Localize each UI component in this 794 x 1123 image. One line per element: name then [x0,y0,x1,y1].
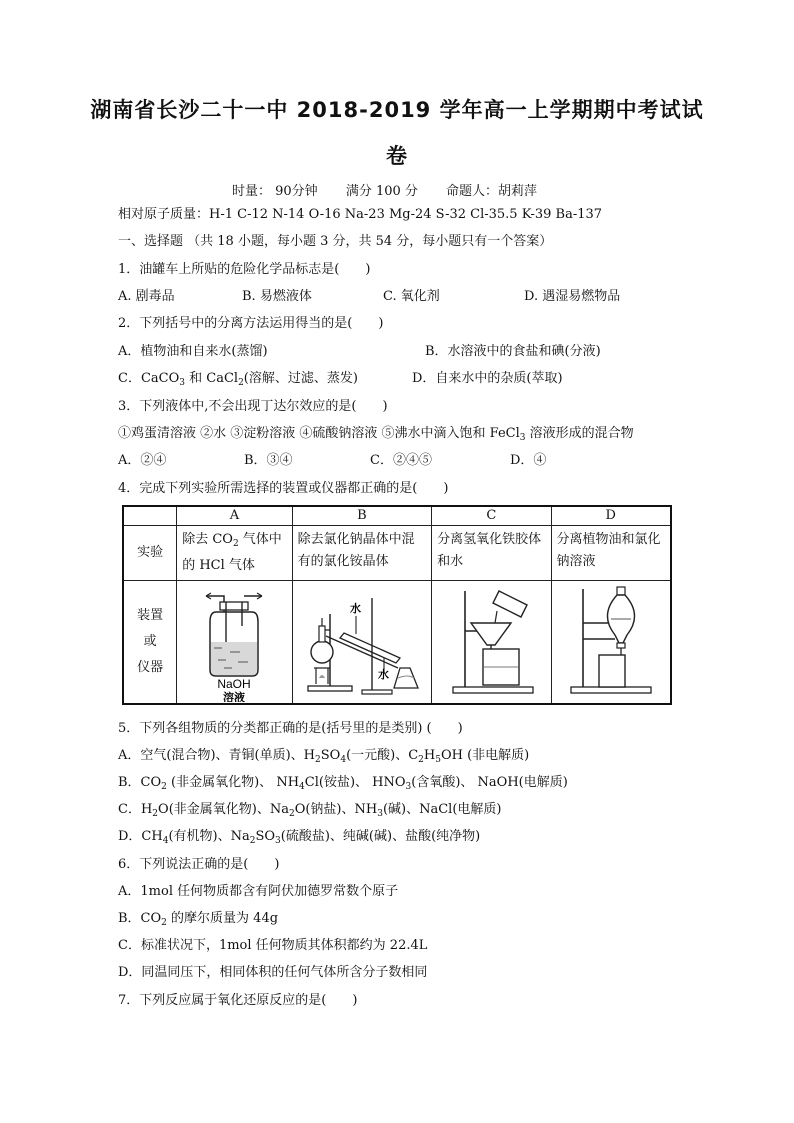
gas-washing-bottle-image [177,581,292,705]
naoh-label: NaOH [217,677,252,691]
section-heading: 一、选择题 （共 18 小题，每小题 3 分，共 54 分，每小题只有一个答案） [118,234,553,249]
q5-option-d: D．$CH_4$(有机物)、$Na_2SO_3$(硫酸盐)、纯碱(碱)、盐酸(纯净物) [118,829,481,846]
q1-option-d: D. 遇湿易燃物品 [524,289,621,304]
q3-list: ①鸡蛋清溶液 ②水 ③淀粉溶液 ④硫酸钠溶液 ⑤沸水中滴入饱和 FeCl$_3$ 溶液形成的混合物 [118,426,634,443]
exam-meta [232,180,561,199]
q1-option-b: B. 易燃液体 [242,289,312,304]
q6-option-d: D．同温同压下，相同体积的任何气体所含分子数相同 [118,965,428,980]
q3-option-b: B．③④ [244,453,293,468]
question-4-stem: 4．完成下列实验所需选择的装置或仪器都正确的是( ) [118,481,449,496]
q2-option-d: D．自来水中的杂质(萃取) [412,371,563,386]
q5-option-c: C．$H_2O$(非金属氧化物)、$Na_2O$(钠盐)、$NH_3$(碱)、NaCl(电解质) [118,802,502,819]
q1-option-a: A. 剧毒品 [118,289,175,304]
exam-author: 命题人：胡莉萍 [446,184,538,199]
q4-table [122,505,672,705]
q2-option-a: A．植物油和自来水(蒸馏) [118,344,268,359]
q5-option-b: B．$CO_2$ (非金属氧化物)、 $NH_4Cl$(铵盐)、 $HNO_3$(含氧酸)、 NaOH(电解质) [118,775,568,792]
q6-option-c: C．标准状况下，1mol 任何物质其体积都约为 22.4L [118,938,428,953]
q4-experiment-row [123,526,671,581]
q2-option-b: B．水溶液中的食盐和碘(分液) [425,344,601,359]
separatory-funnel-image [551,581,671,705]
exam-title-continued: 卷 [386,144,408,168]
q6-option-a: A．1mol 任何物质都含有阿伏加德罗常数个原子 [118,884,399,899]
question-3-stem: 3．下列液体中,不会出现丁达尔效应的是( ) [118,399,388,414]
question-6-stem: 6．下列说法正确的是( ) [118,857,280,872]
q1-option-c: C. 氧化剂 [383,289,440,304]
atomic-masses: 相对原子质量：H-1 C-12 N-14 O-16 Na-23 Mg-24 S-32 Cl-35.5 K-39 Ba-137 [118,207,603,222]
q4-header-row [123,506,671,526]
q3-option-a: A．②④ [118,453,167,468]
water-out-label: 水 [377,668,389,681]
solution-label: 溶液 [223,691,246,702]
water-in-label: 水 [349,602,361,615]
q4-cell-d: 分离植物油和氯化钠溶液 [551,526,671,581]
exam-title: 湖南省长沙二十一中 2018-2019 学年高一上学期期中考试试 [90,98,704,122]
q4-corner-cell [123,506,177,526]
question-5-stem: 5．下列各组物质的分类都正确的是(括号里的是类别) ( ) [118,721,463,736]
q4-row-label-apparatus: 装置 或 仪器 [123,581,177,705]
q4-col-a: A [177,506,292,526]
q4-col-c: C [432,506,551,526]
q3-option-d: D．④ [510,453,547,468]
question-7-stem: 7．下列反应属于氧化还原反应的是( ) [118,993,358,1008]
filtration-apparatus-image [432,581,551,705]
q5-option-a: A．空气(混合物)、青铜(单质)、$H_2SO_4$(一元酸)、$C_2H_5OH$ (非电解质) [118,748,530,765]
q4-apparatus-row [123,581,671,705]
question-2-stem: 2．下列括号中的分离方法运用得当的是( ) [118,316,384,331]
q4-row-label-experiment: 实验 [123,526,177,581]
q6-option-b: B．$CO_2$ 的摩尔质量为 44g [118,911,279,928]
q4-col-d: D [551,506,671,526]
exam-time: 时量： 90分钟 [232,184,318,199]
q4-col-b: B [292,506,432,526]
q4-cell-c: 分离氢氧化铁胶体和水 [432,526,551,581]
q3-option-c: C．②④⑤ [370,453,432,468]
q4-cell-a: 除去 $CO_2$ 气体中的 HCl 气体 [177,526,292,581]
q2-option-c: C．CaCO$_3$ 和 CaCl$_2$(溶解、过滤、蒸发) [118,371,358,388]
q4-cell-b: 除去氯化钠晶体中混有的氯化铵晶体 [292,526,432,581]
distillation-apparatus-image [292,581,432,705]
question-1-stem: 1．油罐车上所贴的危险化学品标志是( ) [118,262,371,277]
exam-score: 满分 100 分 [345,184,418,199]
